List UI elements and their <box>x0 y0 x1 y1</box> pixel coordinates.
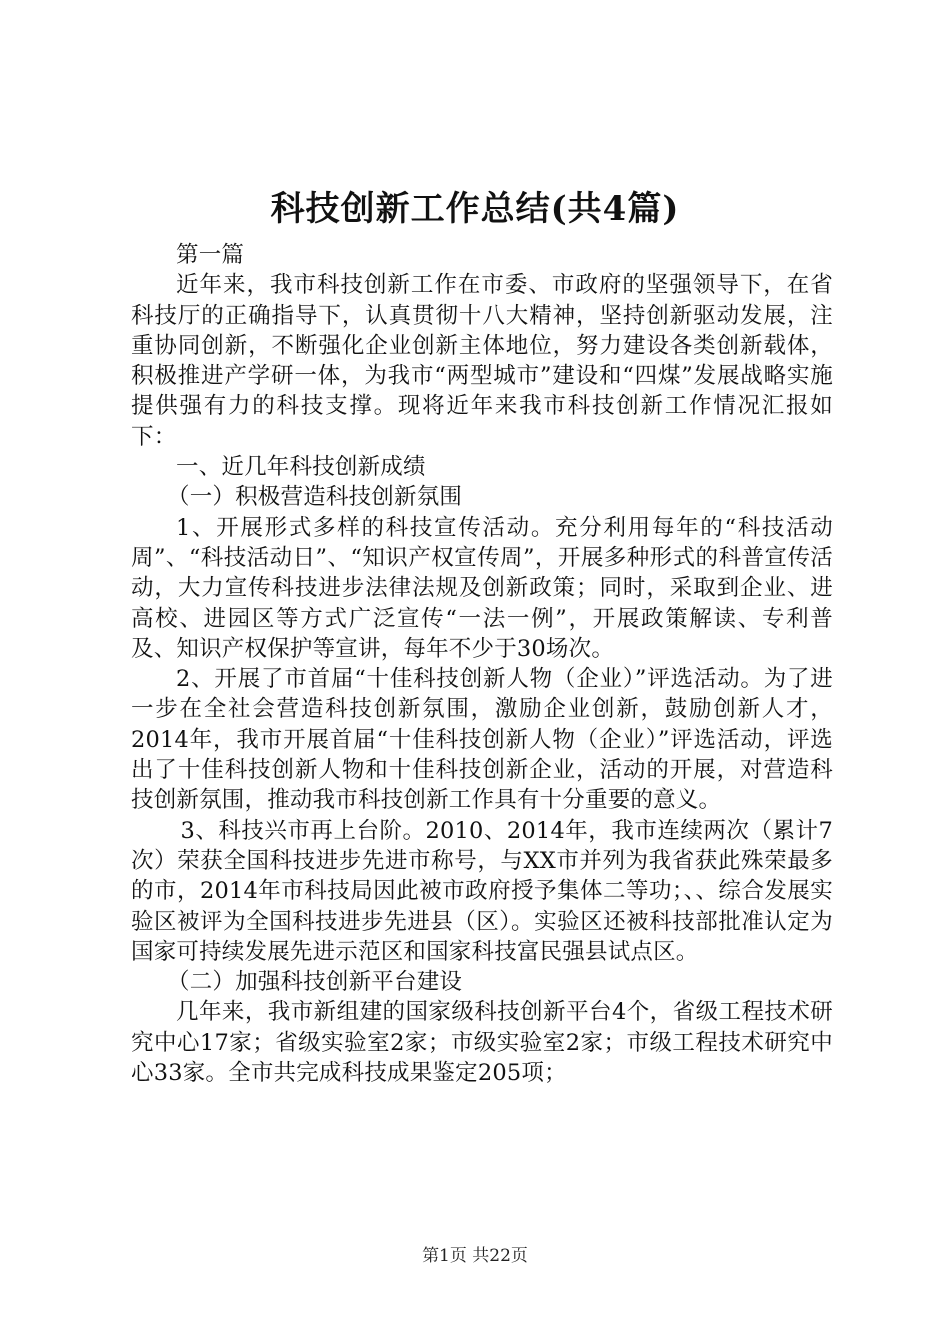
page-footer: 第1页 共22页 <box>422 1246 528 1266</box>
document-body <box>131 240 833 1088</box>
paragraph-item-3: 3、科技兴市再上台阶。2010、2014年，我市连续两次（累计7次）荣获全国科技进步先进市称号，与XX市并列为我省获此殊荣最多的市，2014年市科技局因此被市政府授予集体二等功；、、综合发展实验区被评为全国科技进步先进县（区）。实验区还被科技部批准认定为国家可持续发展先进示范区和国家科技富民强县试点区。 <box>131 817 833 965</box>
paragraph-platform: 几年来，我市新组建的国家级科技创新平台4个，省级工程技术研究中心17家；省级实验室2家；市级实验室2家；市级工程技术研究中心33家。全市共完成科技成果鉴定205项； <box>131 999 833 1087</box>
subheading-atmosphere: （一）积极营造科技创新氛围 <box>167 484 463 511</box>
paragraph-item-2: 2、开展了市首届“十佳科技创新人物（企业）”评选活动。为了进一步在全社会营造科技创新氛围，激励企业创新，鼓励创新人才，2014年，我市开展首届“十佳科技创新人物（企业）”评选活动，评选出了十佳科技创新人物和十佳科技创新企业，活动的开展，对营造科技创新氛围，推动我市科技创新工作具有十分重要的意义。 <box>131 666 833 814</box>
section-label: 第一篇 <box>176 242 245 268</box>
document-title: 科技创新工作总结(共4篇) <box>270 189 680 229</box>
intro-paragraph: 近年来，我市科技创新工作在市委、市政府的坚强领导下，在省科技厅的正确指导下，认真贯彻十八大精神，坚持创新驱动发展，注重协同创新，不断强化企业创新主体地位，努力建设各类创新载体，积极推进产学研一体，为我市“两型城市”建设和“四煤”发展战略实施提供强有力的科技支撑。现将近年来我市科技创新工作情况汇报如下： <box>131 272 833 450</box>
paragraph-item-1: 1、开展形式多样的科技宣传活动。充分利用每年的“科技活动周”、“科技活动日”、“知识产权宣传周”，开展多种形式的科普宣传活动，大力宣传科技进步法律法规及创新政策；同时，采取到企业、进高校、进园区等方式广泛宣传“一法一例”，开展政策解读、专利普及、知识产权保护等宣讲，每年不少于30场次。 <box>131 514 833 662</box>
heading-achievements: 一、近几年科技创新成绩 <box>176 454 426 481</box>
subheading-platform: （二）加强科技创新平台建设 <box>167 969 463 996</box>
